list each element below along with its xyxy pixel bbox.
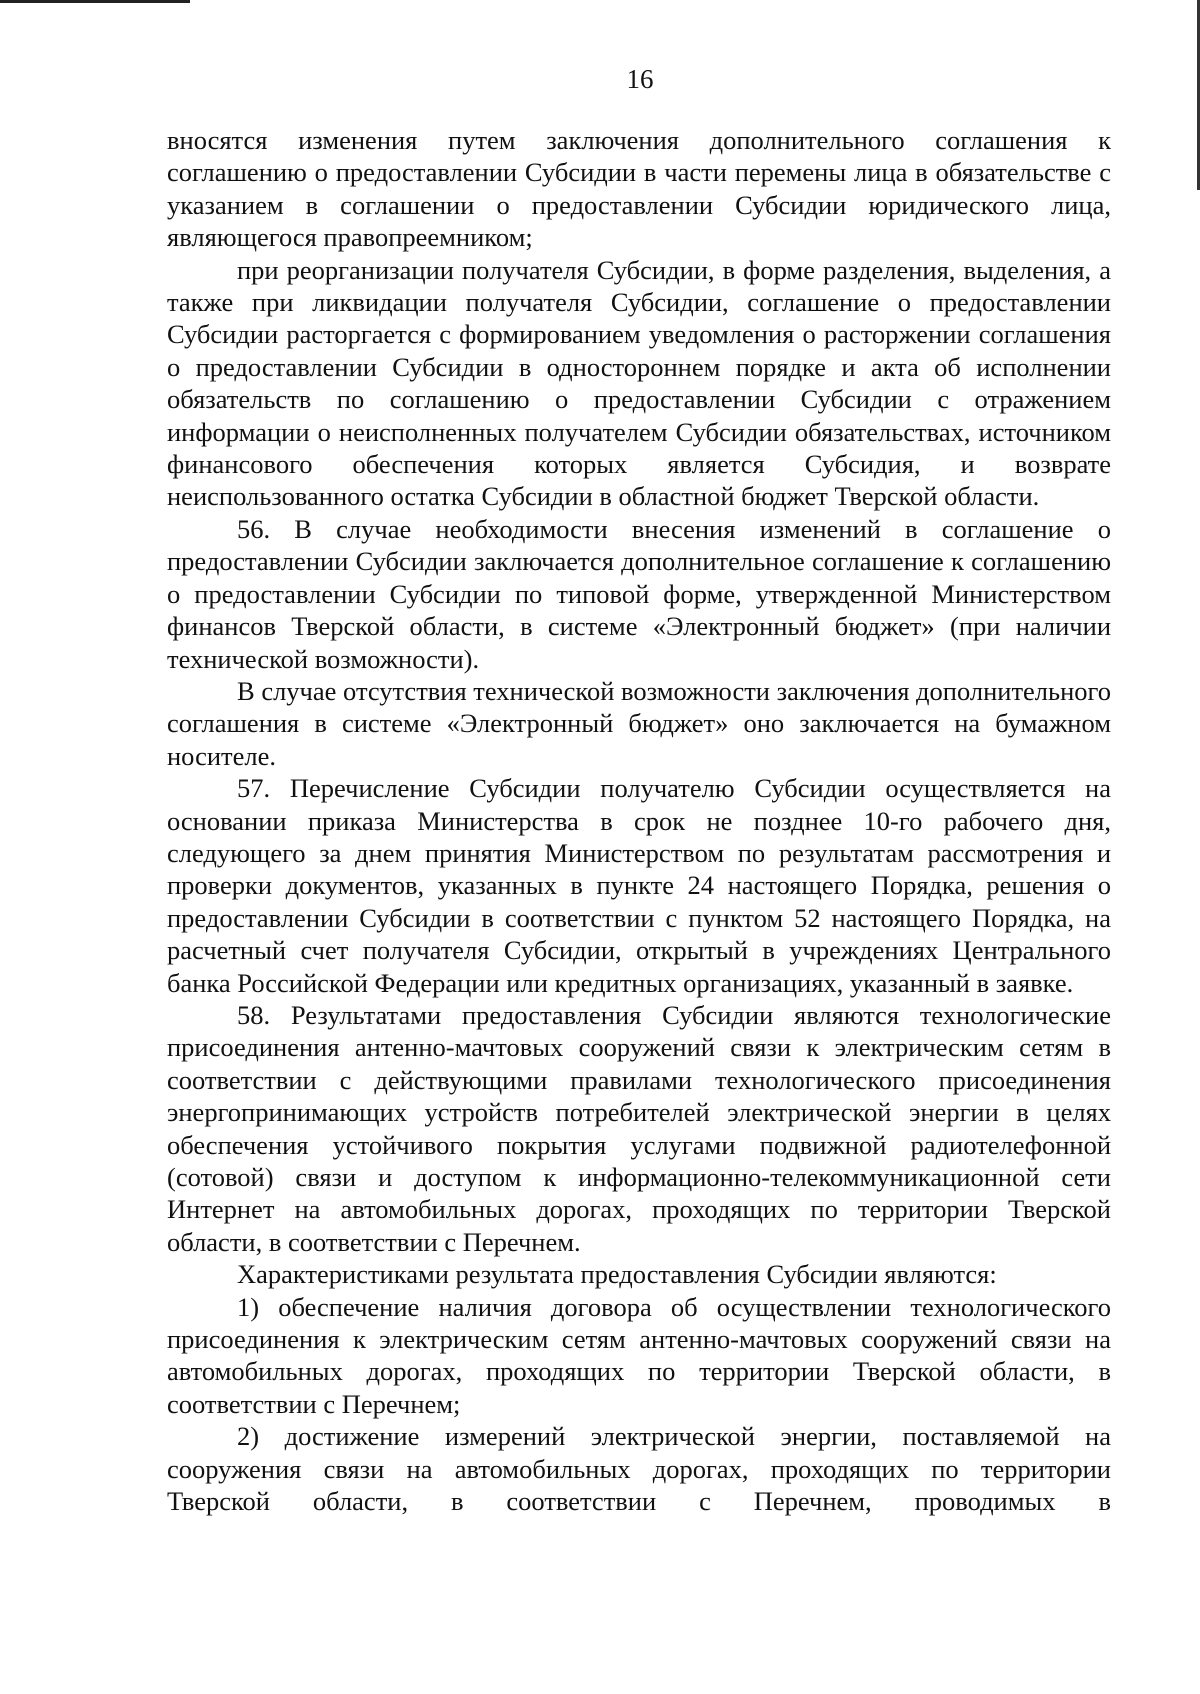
paragraph-continuation: вносятся изменения путем заключения дополнительного соглашения к соглашению о предоставлении Субсидии в части перемены лица в обязательстве с указанием в соглашении о предоставлении Субсидии юридического лица, являющегося правопреемником; [167,125,1111,253]
scan-edge-top [0,0,190,3]
paragraph-58: 58. Результатами предоставления Субсидии являются технологические присоединения антенно-мачтовых сооружений связи к электрическим сетям в соответствии с действующими правилами технологического присоединения энергопринимающих устройств потребителей электрической энергии в целях обеспечения устойчивого покрытия услугами подвижной радиотелефонной (сотовой) связи и доступом к информационно-телекоммуникационной сети Интернет на автомобильных дорогах, проходящих по территории Тверской области, в соответствии с Перечнем. [167,999,1111,1257]
paragraph-characteristics-intro: Характеристиками результата предоставления Субсидии являются: [237,1259,997,1290]
paragraph-reorganization: при реорганизации получателя Субсидии, в форме разделения, выделения, а также при ликвидации получателя Субсидии, соглашение о предоставлении Субсидии расторгается с формированием уведомления о расторжении соглашения о предоставлении Субсидии в одностороннем порядке и акта об исполнении обязательств по соглашению о предоставлении Субсидии с отражением информации о неисполненных получателем Субсидии обязательствах, источником финансового обеспечения которых является Субсидия, и возврате неиспользованного остатка Субсидии в областной бюджет Тверской области. [167,254,1111,512]
paragraph-56: 56. В случае необходимости внесения изменений в соглашение о предоставлении Субсидии заключается дополнительное соглашение к соглашению о предоставлении Субсидии по типовой форме, утвержденной Министерством финансов Тверской области, в системе «Электронный бюджет» (при наличии технической возможности). [167,513,1111,674]
page-number: 16 [626,64,654,94]
document-body [167,124,1111,1517]
paragraph-characteristic-2: 2) достижение измерений электрической энергии, поставляемой на сооружения связи на автомобильных дорогах, проходящих по территории Тверской области, в соответствии с Перечнем, проводимых в [167,1421,1111,1517]
paragraph-57: 57. Перечисление Субсидии получателю Субсидии осуществляется на основании приказа Министерства в срок не позднее 10-го рабочего дня, следующего за днем принятия Министерством по результатам рассмотрения и проверки документов, указанных в пункте 24 настоящего Порядка, решения о предоставлении Субсидии в соответствии с пунктом 52 настоящего Порядка, на расчетный счет получателя Субсидии, открытый в учреждениях Центрального банка Российской Федерации или кредитных организациях, указанный в заявке. [167,773,1111,998]
paragraph-characteristic-1: 1) обеспечение наличия договора об осуществлении технологического присоединения к электрическим сетям антенно-мачтовых сооружений связи на автомобильных дорогах, проходящих по территории Тверской области, в соответствии с Перечнем; [167,1291,1111,1419]
paragraph-56-paper: В случае отсутствия технической возможности заключения дополнительного соглашения в системе «Электронный бюджет» оно заключается на бумажном носителе. [167,675,1111,771]
